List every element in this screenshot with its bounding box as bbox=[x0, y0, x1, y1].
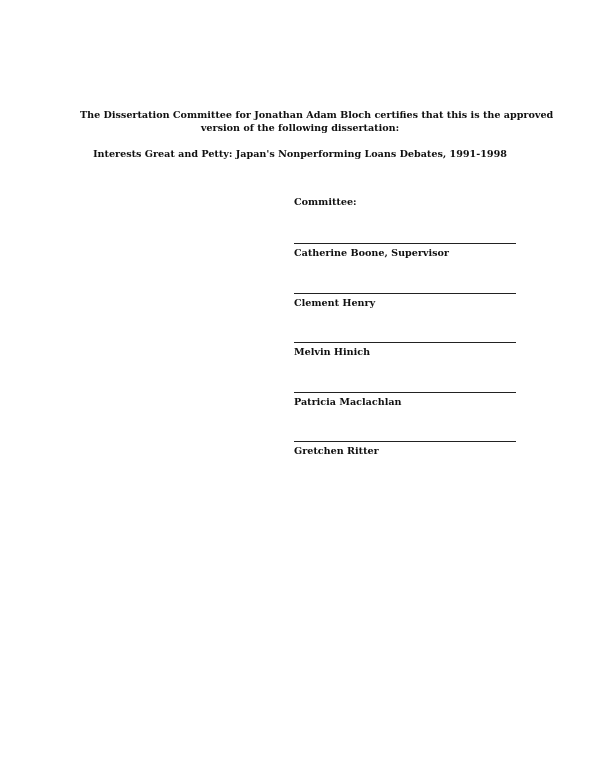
committee-member bbox=[294, 342, 516, 359]
committee-member bbox=[294, 293, 516, 310]
committee-label: Committee: bbox=[294, 197, 357, 208]
dissertation-title: Interests Great and Petty: Japan's Nonperforming Loans Debates, 1991-1998 bbox=[93, 149, 507, 160]
signature-line bbox=[294, 441, 516, 442]
committee-member bbox=[294, 392, 516, 409]
committee-member-name: Gretchen Ritter bbox=[294, 446, 379, 457]
committee-member bbox=[294, 243, 516, 260]
certification-line-1: The Dissertation Committee for Jonathan Adam Bloch certifies that this is the approved bbox=[80, 110, 554, 121]
committee-member-name: Melvin Hinich bbox=[294, 347, 371, 358]
certification-line-2: version of the following dissertation: bbox=[200, 123, 400, 134]
committee-member-name: Catherine Boone, Supervisor bbox=[294, 248, 449, 259]
signature-line bbox=[294, 342, 516, 343]
certification-statement bbox=[80, 109, 554, 135]
signature-line bbox=[294, 293, 516, 294]
signature-line bbox=[294, 243, 516, 244]
committee-member-name: Patricia Maclachlan bbox=[294, 397, 402, 408]
signature-line bbox=[294, 392, 516, 393]
committee-member bbox=[294, 441, 516, 458]
committee-member-name: Clement Henry bbox=[294, 298, 376, 309]
